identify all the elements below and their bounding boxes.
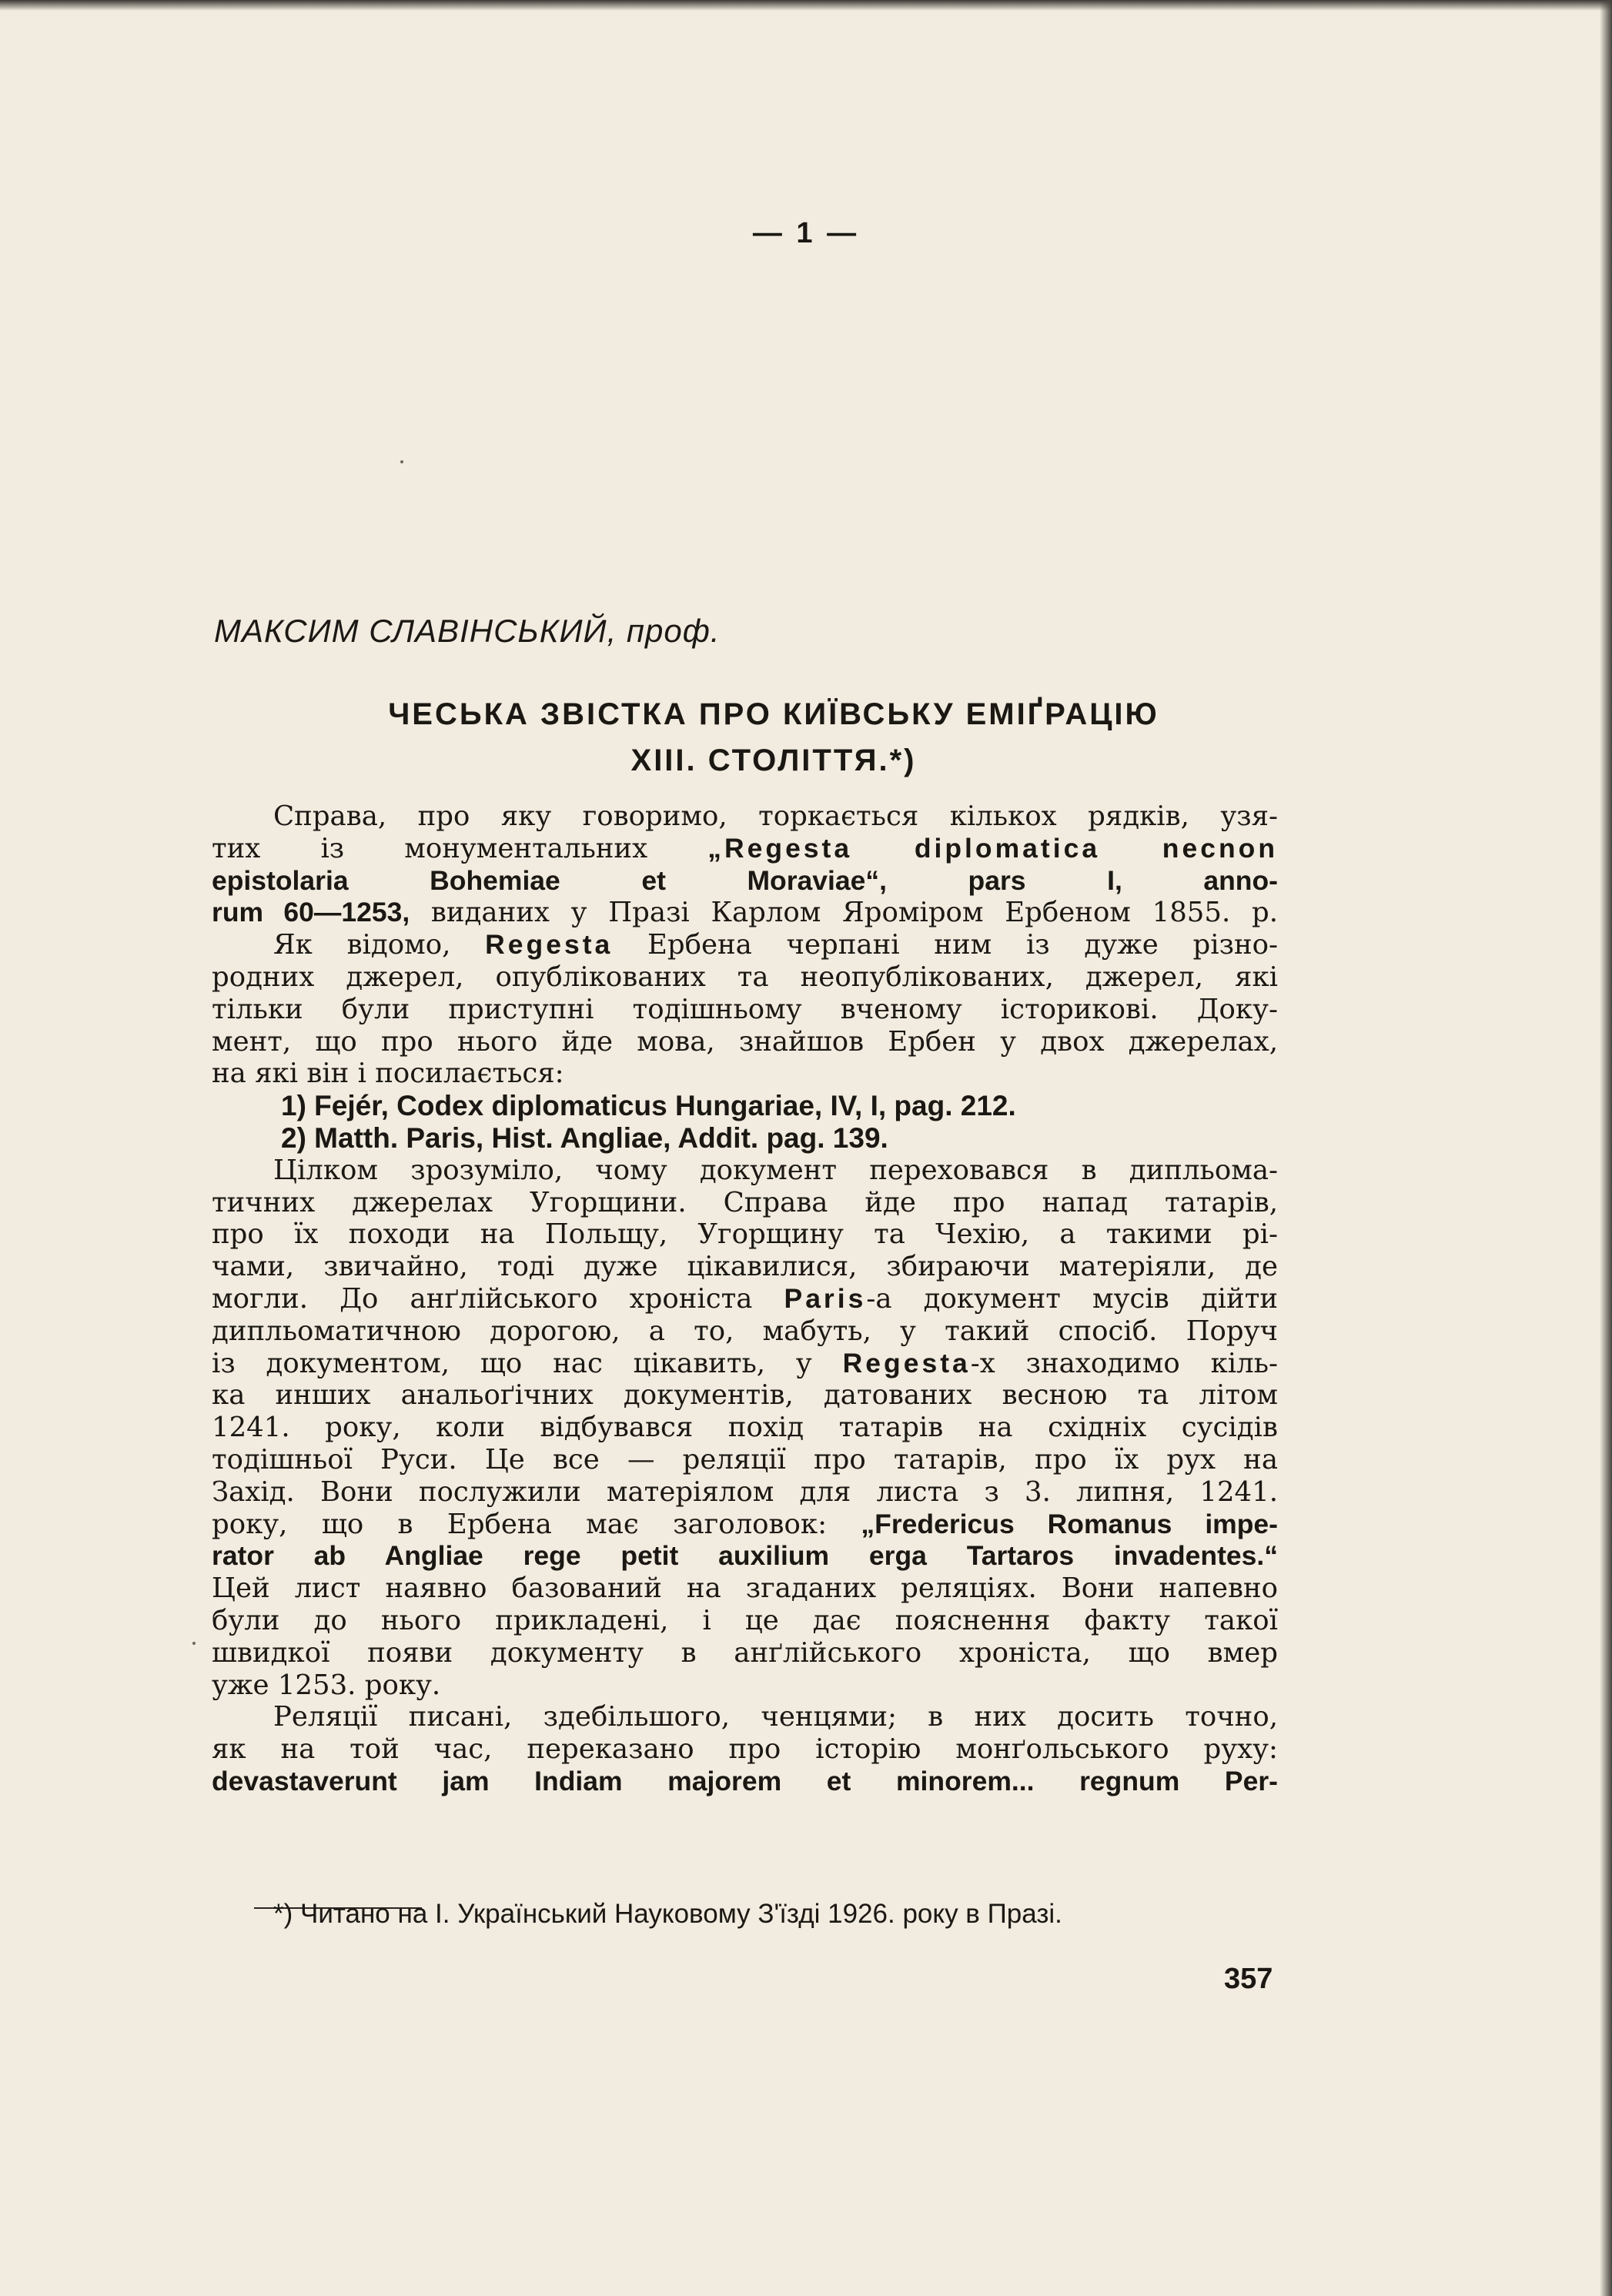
body-line: 1241. року, коли відбувався похід татарів на східніх сусідів xyxy=(212,1412,1278,1444)
body-line: Цей лист наявно базований на згаданих реляціях. Вони напевно xyxy=(212,1572,1278,1605)
body-line: Справа, про яку говоримо, торкається кількох рядків, узя- xyxy=(273,800,1278,832)
body-line: як на той час, переказано про історію монґольського руху: xyxy=(212,1733,1278,1766)
body-line: Реляції писані, здебільшого, ченцями; в них досить точно, xyxy=(273,1701,1278,1733)
title-line: XIII. СТОЛІТТЯ.*) xyxy=(630,744,917,777)
body-line: ка инших анальоґічних документів, датованих весною та літом xyxy=(212,1379,1278,1412)
body-line: devastaverunt jam Indiam majorem et minorem... regnum Per- xyxy=(212,1765,1278,1796)
body-line: могли. До анґлійського хроніста Paris-а документ мусів дійти xyxy=(212,1282,1278,1315)
body-line: Цілком зрозуміло, чому документ переховався в дипльома- xyxy=(273,1154,1278,1186)
body-line: уже 1253. року. xyxy=(212,1669,441,1701)
body-line: чами, звичайно, тоді дуже цікавилися, збираючи матеріяли, де xyxy=(212,1251,1278,1283)
source-citation: 2) Matth. Paris, Hist. Angliae, Addit. pag. 139. xyxy=(281,1121,888,1154)
footnote: *) Читано на І. Український Науковому З'їзді 1926. року в Празі. xyxy=(273,1899,1062,1929)
body-line: rum 60—1253, виданих у Празі Карлом Яроміром Ербеном 1855. р. xyxy=(212,897,1278,929)
body-line: тільки були приступні тодішньому вченому історикові. Доку- xyxy=(212,993,1278,1025)
page-edge-shadow-right xyxy=(1600,0,1612,2296)
body-line: Як відомо, Regesta Ербена черпані ним із дуже різно- xyxy=(273,929,1278,961)
body-line: Захід. Вони послужили матеріялом для листа з 3. липня, 1241. xyxy=(212,1476,1278,1508)
paper-speck xyxy=(400,460,403,463)
article-body xyxy=(212,800,1278,1798)
body-line: швидкої появи документу в анґлійського хроніста, що вмер xyxy=(212,1636,1278,1669)
body-line: тичних джерелах Угорщини. Справа йде про напад татарів, xyxy=(212,1186,1278,1218)
body-line: дипльоматичною дорогою, а то, мабуть, у такий спосіб. Поруч xyxy=(212,1315,1278,1347)
page-number-top: — 1 — xyxy=(752,217,860,249)
body-line: тих із монументальних „Regesta diplomatica necnon xyxy=(212,832,1278,864)
body-line: epistolaria Bohemiae et Moraviae“, pars I, anno- xyxy=(212,864,1278,896)
body-line: про їх походи на Польщу, Угорщину та Чехію, а такими рі- xyxy=(212,1218,1278,1251)
body-line: мент, що про нього йде мова, знайшов Ербен у двох джерелах, xyxy=(212,1025,1278,1058)
article-title xyxy=(277,691,1270,784)
page-edge-shadow-top xyxy=(0,0,1612,11)
body-line: із документом, що нас цікавить, у Regesta-х знаходимо кіль- xyxy=(212,1347,1278,1379)
body-line: rator ab Angliae rege petit auxilium erga Tartaros invadentes.“ xyxy=(212,1540,1278,1572)
body-line: були до нього прикладені, і це дає пояснення факту такої xyxy=(212,1604,1278,1636)
author-name: МАКСИМ СЛАВІНСЬКИЙ, проф. xyxy=(214,613,721,649)
body-line: тодішньої Руси. Це все — реляції про татарів, про їх рух на xyxy=(212,1443,1278,1476)
paper-speck xyxy=(192,1642,196,1645)
source-citation: 1) Fejér, Codex diplomaticus Hungariae, IV, I, pag. 212. xyxy=(281,1090,1016,1122)
body-line: на які він і посилається: xyxy=(212,1058,564,1090)
title-line: ЧЕСЬКА ЗВІСТКА ПРО КИЇВСЬКУ ЕМІҐРАЦІЮ xyxy=(388,697,1159,731)
page-number-bottom: 357 xyxy=(1224,1963,1273,1995)
body-line: родних джерел, опублікованих та неопублікованих, джерел, які xyxy=(212,961,1278,993)
body-line: року, що в Ербена має заголовок: „Fredericus Romanus impe- xyxy=(212,1508,1278,1540)
